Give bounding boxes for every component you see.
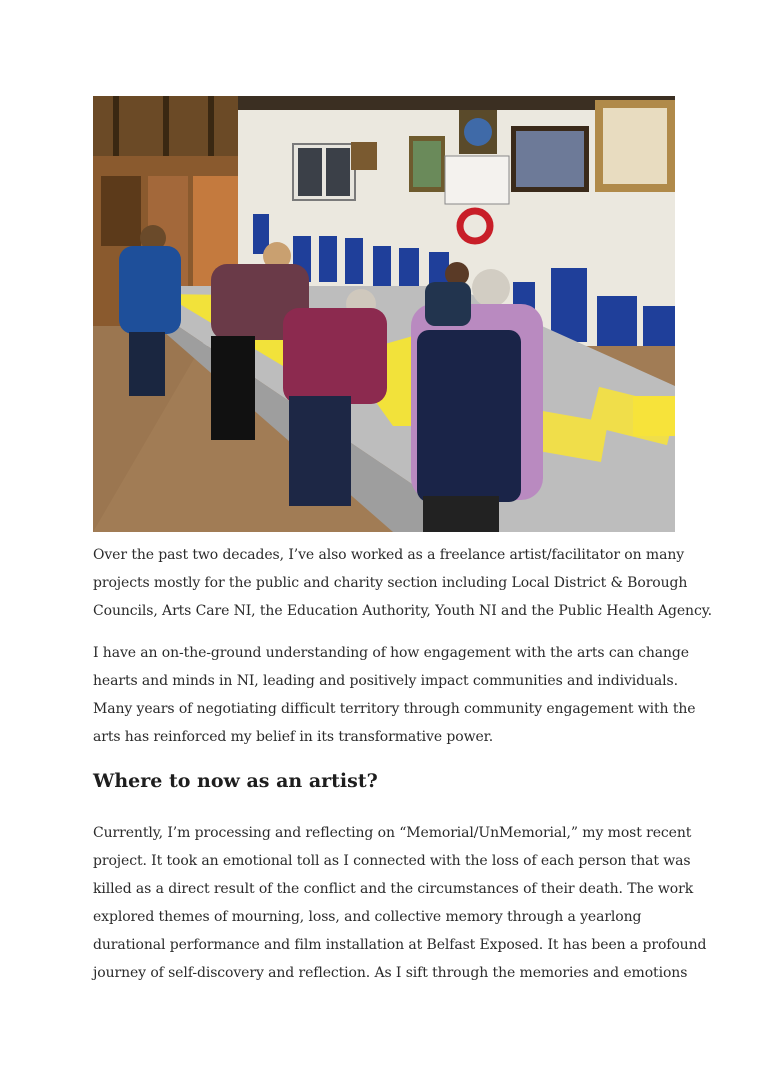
paragraph-line: Councils, Arts Care NI, the Education Authority, Youth NI and the Public Health Agency.	[93, 603, 713, 619]
workshop-photo	[93, 96, 675, 532]
paragraph-line: durational performance and film installation at Belfast Exposed. It has been a profound	[93, 937, 707, 953]
section-heading	[93, 768, 678, 794]
paragraph-line: I have an on-the-ground understanding of how engagement with the arts can change	[93, 645, 689, 661]
paragraph-line: Many years of negotiating difficult territory through community engagement with the	[93, 701, 696, 717]
paragraph-line: hearts and minds in NI, leading and positively impact communities and individuals.	[93, 673, 678, 689]
paragraph-line: Currently, I’m processing and reflecting on “Memorial/UnMemorial,” my most recent	[93, 825, 692, 841]
heading-where-to-now: Where to now as an artist?	[93, 770, 378, 792]
paragraph-memorial	[93, 819, 707, 987]
workshop-illustration	[93, 96, 675, 532]
paragraph-line: explored themes of mourning, loss, and collective memory through a yearlong	[93, 909, 642, 925]
paragraph-line: project. It took an emotional toll as I connected with the loss of each person that was	[93, 853, 691, 869]
paragraph-line: Over the past two decades, I’ve also worked as a freelance artist/facilitator on many	[93, 547, 685, 563]
paragraph-line: journey of self-discovery and reflection. As I sift through the memories and emotions	[93, 965, 688, 981]
paragraph-line: arts has reinforced my belief in its transformative power.	[93, 729, 494, 745]
paragraph-engagement	[93, 639, 696, 751]
paragraph-line: projects mostly for the public and charity section including Local District & Borough	[93, 575, 688, 591]
paragraph-freelance-work	[93, 541, 713, 625]
paragraph-line: killed as a direct result of the conflict and the circumstances of their death. The work	[93, 881, 694, 897]
